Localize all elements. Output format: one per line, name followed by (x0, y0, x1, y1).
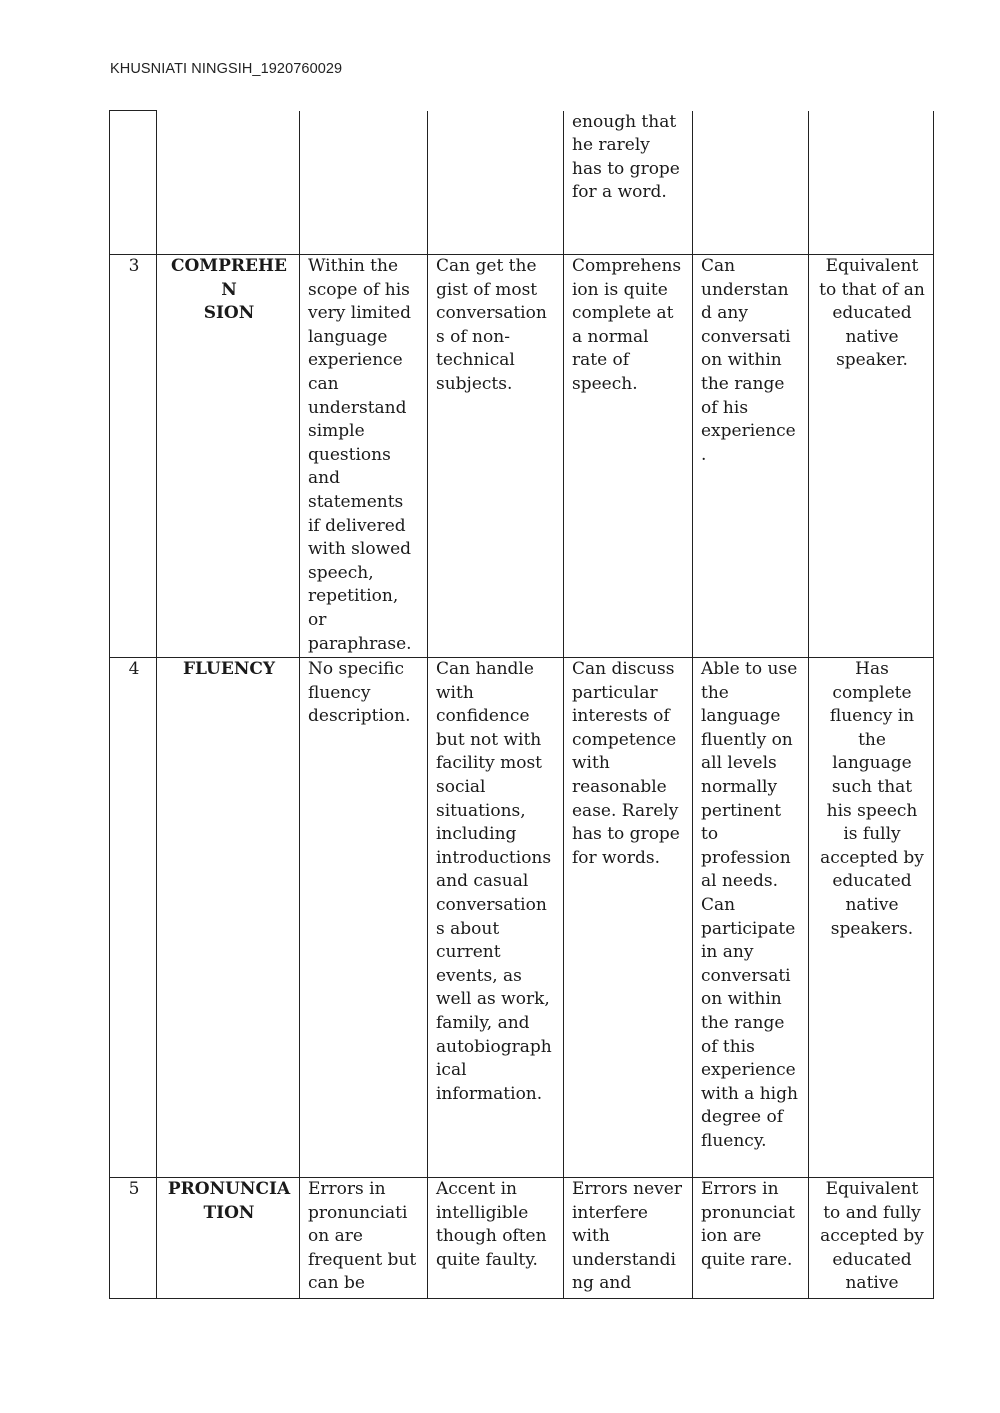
level-cell-3 (564, 255, 693, 658)
aspect-cell (157, 658, 300, 1178)
aspect-cell (157, 255, 300, 658)
level-text: Can get the gist of most conversation s of non- technical subjects. (436, 256, 547, 394)
level-cell-1 (300, 658, 428, 1178)
table-row-continued (110, 111, 934, 255)
page-header: KHUSNIATI NINGSIH_1920760029 (110, 61, 343, 77)
level-text: enough that he rarely has to grope for a word. (572, 111, 680, 203)
number-cell (110, 111, 157, 255)
aspect-label: PRONUNCIA TION (167, 1179, 291, 1223)
level-text: Can understan d any conversati on within the range of his experience . (701, 256, 796, 465)
level-text: Comprehens ion is quite complete at a normal rate of speech. (572, 256, 682, 394)
level-text: Accent in intelligible though often quite faulty. (436, 1179, 547, 1270)
row-number: 4 (128, 659, 140, 679)
level-text: Errors never interfere with understandi ng and (572, 1179, 682, 1294)
level-cell-5 (809, 658, 934, 1178)
level-cell-5 (809, 255, 934, 658)
level-text: Within the scope of his very limited language experience can understand simple questions and statements if delivered with slowed speech, repetition, or paraphrase. (308, 256, 412, 654)
level-cell-5 (809, 111, 934, 255)
level-text: Equivalent to that of an educated native speaker. (819, 256, 925, 371)
level-cell-4 (693, 111, 809, 255)
level-text: Can handle with confidence but not with facility most social situations, including introductions and casual conversation s about current events, as well as work, family, and autobiograph ical information. (436, 659, 552, 1104)
level-cell-5 (809, 1178, 934, 1299)
row-number: 3 (128, 256, 140, 276)
level-cell-2 (428, 255, 564, 658)
number-cell (110, 255, 157, 658)
level-text: Equivalent to and fully accepted by educated native (820, 1179, 924, 1294)
aspect-cell (157, 111, 300, 255)
aspect-label: COMPREHEN SION (170, 256, 288, 324)
level-cell-3 (564, 658, 693, 1178)
table-row-pronunciation (110, 1178, 934, 1299)
level-cell-4 (693, 1178, 809, 1299)
table-row-comprehension (110, 255, 934, 658)
number-cell (110, 1178, 157, 1299)
level-cell-3 (564, 1178, 693, 1299)
level-cell-1 (300, 255, 428, 658)
level-cell-2 (428, 111, 564, 255)
level-cell-3 (564, 111, 693, 255)
level-text: Can discuss particular interests of competence with reasonable ease. Rarely has to grope for words. (572, 659, 680, 868)
aspect-cell (157, 1178, 300, 1299)
level-cell-2 (428, 658, 564, 1178)
rubric-table (109, 110, 934, 1299)
level-text: Has complete fluency in the language such that his speech is fully accepted by educated native speakers. (820, 659, 924, 939)
level-text: Errors in pronunciati on are frequent but can be (308, 1179, 417, 1294)
number-cell (110, 658, 157, 1178)
level-text: No specific fluency description. (308, 659, 411, 727)
aspect-label: FLUENCY (182, 659, 276, 679)
level-cell-4 (693, 658, 809, 1178)
level-cell-1 (300, 111, 428, 255)
row-number: 5 (128, 1179, 140, 1199)
level-cell-1 (300, 1178, 428, 1299)
table-row-fluency (110, 658, 934, 1178)
level-cell-4 (693, 255, 809, 658)
level-cell-2 (428, 1178, 564, 1299)
level-text: Able to use the language fluently on all levels normally pertinent to profession al needs. Can participate in any conversati on within the range of this experience with a high degree of fluency. (701, 659, 798, 1151)
level-text: Errors in pronunciat ion are quite rare. (701, 1179, 796, 1270)
